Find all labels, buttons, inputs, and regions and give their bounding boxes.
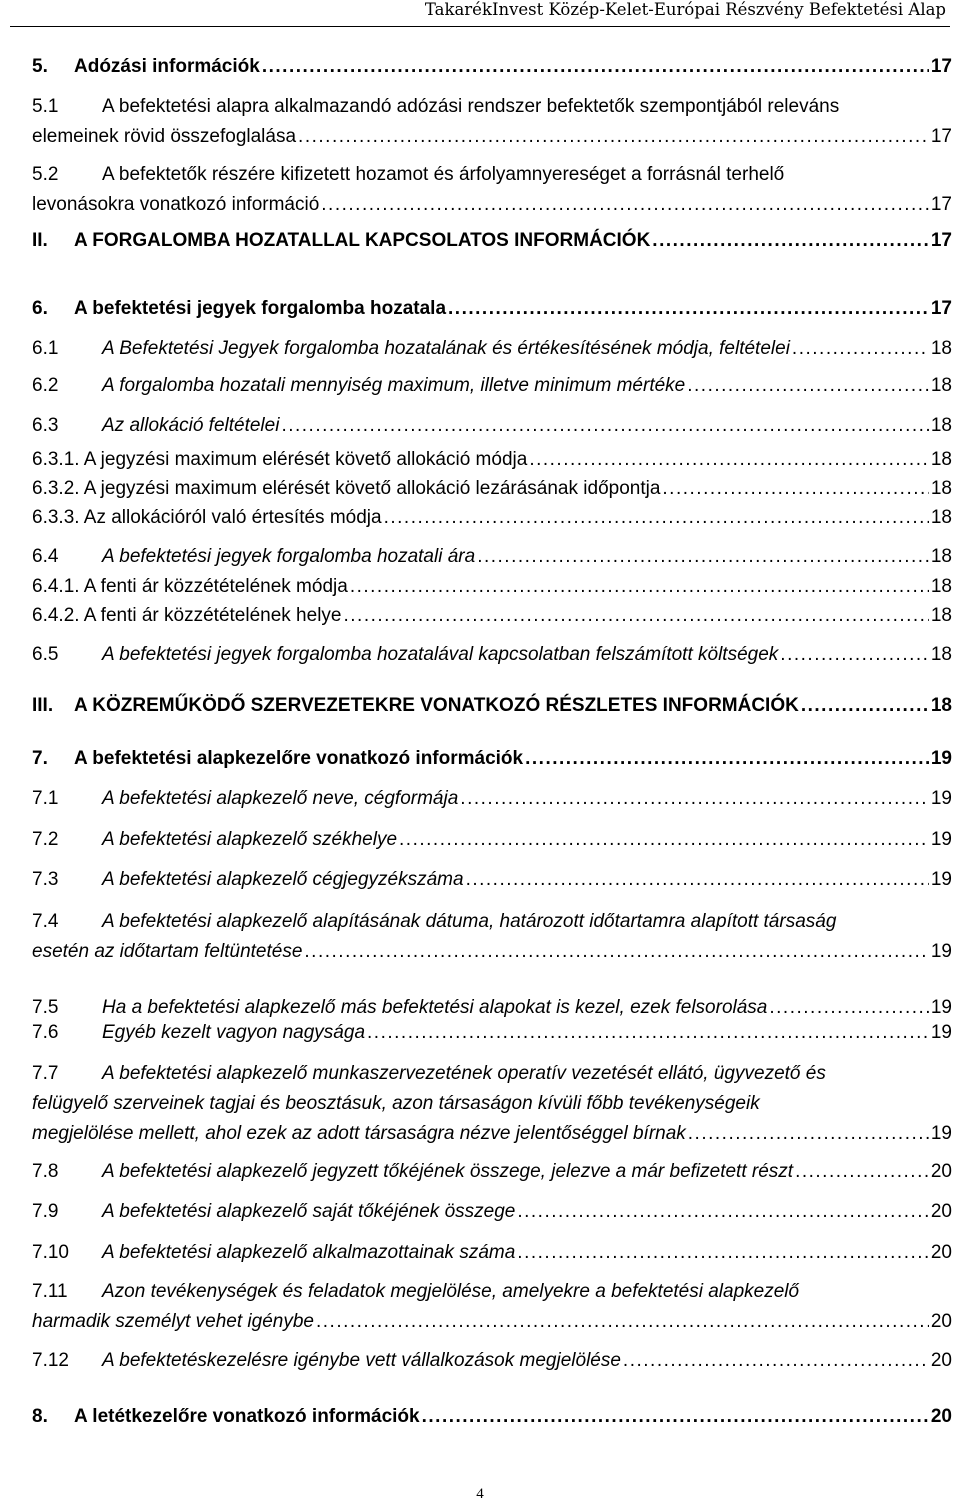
toc-entry-page: 18 [930, 695, 952, 716]
toc-entry-title: A befektetési alapkezelő neve, cégformája [102, 788, 459, 809]
toc-entry-page: 17 [930, 56, 952, 77]
header-rule [10, 26, 950, 27]
toc-entry[interactable] [32, 744, 952, 774]
toc-entry-title: A befektetési alapkezelő saját tőkéjének összege [102, 1201, 516, 1222]
toc-entry-title: Adózási információk [74, 56, 260, 77]
toc-entry-number: 7.1 [32, 788, 59, 809]
toc-entry-title-continued: elemeinek rövid összefoglalása [32, 126, 297, 147]
toc-leader-dots [795, 1157, 929, 1187]
toc-leader-dots [662, 474, 928, 504]
toc-entry-title: A KÖZREMŰKÖDŐ SZERVEZETEKRE VONATKOZÓ RÉSZLETES INFORMÁCIÓK [74, 695, 799, 716]
toc-entry-title-continued: harmadik személyt vehet igénybe [32, 1311, 314, 1332]
toc-entry-number: 5. [32, 56, 48, 77]
toc-entry[interactable] [32, 52, 952, 82]
toc-entry-title: A befektetési jegyek forgalomba hozatali ára [102, 546, 476, 567]
toc-entry[interactable] [32, 503, 952, 533]
toc-entry-page: 20 [930, 1311, 952, 1332]
toc-leader-dots [529, 445, 929, 475]
toc-entry-title: Egyéb kezelt vagyon nagysága [102, 1022, 366, 1043]
toc-entry-page: 20 [930, 1350, 952, 1371]
running-header: TakarékInvest Közép-Kelet-Európai Részvény Befektetési Alap [424, 0, 946, 19]
toc-leader-dots [687, 371, 929, 401]
toc-leader-dots [623, 1346, 929, 1376]
toc-entry-page: 20 [930, 1406, 952, 1427]
toc-entry-page: 20 [930, 1201, 952, 1222]
toc-entry[interactable] [32, 1346, 952, 1376]
toc-leader-dots [460, 784, 929, 814]
toc-entry-title: 6.3.1. A jegyzési maximum elérését követő allokáció módja [32, 449, 528, 470]
toc-entry[interactable] [32, 865, 952, 895]
toc-entry-number: 6.5 [32, 644, 59, 665]
toc-entry[interactable] [32, 294, 952, 324]
toc-entry[interactable] [32, 691, 952, 721]
toc-leader-dots [298, 122, 929, 152]
toc-entry-title-continued: levonásokra vonatkozó információ [32, 194, 320, 215]
toc-leader-dots [477, 542, 929, 572]
toc-entry[interactable] [32, 1018, 952, 1048]
toc-entry-title: A befektetési alapkezelő székhelye [102, 829, 398, 850]
toc-entry-number: 7.7 [32, 1063, 59, 1084]
toc-entry-number: 7.6 [32, 1022, 59, 1043]
toc-entry-page: 20 [930, 1242, 952, 1263]
toc-entry-number: 6.1 [32, 338, 59, 359]
toc-entry[interactable] [32, 474, 952, 504]
toc-entry-number: 6.2 [32, 375, 59, 396]
toc-entry-title: A befektetési alapkezelőre vonatkozó információk [74, 748, 524, 769]
toc-entry-page: 19 [930, 1123, 952, 1144]
toc-entry-page: 20 [930, 1161, 952, 1182]
toc-entry-title: A forgalomba hozatali mennyiség maximum, illetve minimum mértéke [102, 375, 686, 396]
toc-entry-title: A befektetők részére kifizetett hozamot és árfolyamnyereséget a forrásnál terhelő [102, 164, 785, 185]
toc-entry-number: 7.10 [32, 1242, 69, 1263]
toc-entry-title-continued: esetén az időtartam feltüntetése [32, 941, 303, 962]
toc-entry-number: 7.9 [32, 1201, 59, 1222]
toc-leader-dots [367, 1018, 929, 1048]
toc-entry-title: Azon tevékenységek és feladatok megjelölése, amelyekre a befektetési alapkezelő [102, 1281, 800, 1302]
toc-entry[interactable] [32, 160, 952, 220]
toc-entry-page: 18 [930, 415, 952, 436]
toc-entry-title: A letétkezelőre vonatkozó információk [74, 1406, 420, 1427]
toc-leader-dots [422, 1402, 929, 1432]
toc-entry-title: A befektetéskezelésre igénybe vett vállalkozások megjelölése [102, 1350, 621, 1371]
toc-entry-title: A befektetési jegyek forgalomba hozatalával kapcsolatban felszámított költségek [102, 644, 779, 665]
toc-entry[interactable] [32, 825, 952, 855]
toc-leader-dots [384, 503, 929, 533]
toc-entry-page: 19 [930, 997, 952, 1018]
toc-entry[interactable] [32, 92, 952, 152]
toc-entry-page: 18 [930, 605, 952, 626]
toc-leader-dots [350, 572, 929, 602]
toc-entry-title: A FORGALOMBA HOZATALLAL KAPCSOLATOS INFORMÁCIÓK [74, 230, 651, 251]
toc-entry[interactable] [32, 445, 952, 475]
toc-entry-page: 18 [930, 546, 952, 567]
toc-entry-title: 6.3.3. Az allokációról való értesítés módja [32, 507, 382, 528]
toc-entry[interactable] [32, 542, 952, 572]
toc-entry-title-continued: megjelölése mellett, ahol ezek az adott társaságra nézve jelentőséggel bírnak [32, 1123, 686, 1144]
toc-entry-number: II. [32, 230, 48, 251]
toc-entry[interactable] [32, 1157, 952, 1187]
toc-entry[interactable] [32, 1197, 952, 1227]
toc-entry-title: A befektetési alapkezelő cégjegyzékszáma [102, 869, 464, 890]
toc-entry-page: 18 [930, 644, 952, 665]
toc-entry-number: 8. [32, 1406, 48, 1427]
toc-leader-dots [448, 294, 929, 324]
toc-entry-page: 18 [930, 449, 952, 470]
toc-leader-dots [321, 190, 929, 220]
toc-entry[interactable] [32, 334, 952, 364]
toc-entry-number: 6. [32, 298, 48, 319]
toc-entry-page: 17 [930, 230, 952, 251]
toc-entry-page: 17 [930, 194, 952, 215]
toc-leader-dots [801, 691, 929, 721]
toc-leader-dots [399, 825, 929, 855]
toc-entry[interactable] [32, 1059, 952, 1149]
toc-entry-page: 18 [930, 375, 952, 396]
toc-entry-page: 17 [930, 126, 952, 147]
toc-leader-dots [652, 226, 929, 256]
toc-entry[interactable] [32, 572, 952, 602]
toc-entry-page: 18 [930, 507, 952, 528]
page-number: 4 [476, 1486, 484, 1502]
toc-entry[interactable] [32, 1402, 952, 1432]
toc-entry[interactable] [32, 371, 952, 401]
toc-leader-dots [780, 640, 929, 670]
toc-leader-dots [262, 52, 929, 82]
toc-entry-page: 18 [930, 576, 952, 597]
toc-entry-number: 7. [32, 748, 48, 769]
toc-entry-number: 5.1 [32, 96, 59, 117]
toc-entry[interactable] [32, 784, 952, 814]
toc-entry-page: 19 [930, 829, 952, 850]
toc-entry-title: 6.3.2. A jegyzési maximum elérését követő allokáció lezárásának időpontja [32, 478, 661, 499]
toc-entry-title: A Befektetési Jegyek forgalomba hozatalának és értékesítésének módja, feltételei [102, 338, 790, 359]
toc-entry-page: 19 [930, 788, 952, 809]
toc-entry-title: A befektetési alapkezelő alapításának dátuma, határozott időtartamra alapított társaság [102, 911, 837, 932]
toc-leader-dots [517, 1197, 929, 1227]
toc-entry-title: Az allokáció feltételei [102, 415, 280, 436]
toc-entry-title: 6.4.1. A fenti ár közzétételének módja [32, 576, 348, 597]
toc-entry[interactable] [32, 640, 952, 670]
toc-entry-title: A befektetési alapkezelő munkaszervezetének operatív vezetését ellátó, ügyvezető és [102, 1063, 826, 1084]
toc-entry-number: 7.5 [32, 997, 59, 1018]
toc-entry-title: A befektetési alapra alkalmazandó adózási rendszer befektetők szempontjából releváns [102, 96, 840, 117]
toc-leader-dots [792, 334, 929, 364]
toc-entry-number: 6.3 [32, 415, 59, 436]
toc-leader-dots [517, 1238, 929, 1268]
toc-leader-dots [525, 744, 929, 774]
toc-entry-number: 5.2 [32, 164, 59, 185]
toc-entry[interactable] [32, 907, 952, 967]
toc-entry-page: 19 [930, 748, 952, 769]
toc-entry-page: 18 [930, 478, 952, 499]
toc-leader-dots [281, 411, 928, 441]
toc-entry-number: 7.8 [32, 1161, 59, 1182]
toc-entry-title: A befektetési alapkezelő jegyzett tőkéjének összege, jelezve a már befizetett részt [102, 1161, 794, 1182]
toc-leader-dots [343, 601, 928, 631]
toc-entry-page: 19 [930, 869, 952, 890]
toc-leader-dots [316, 1307, 929, 1337]
toc-leader-dots [466, 865, 929, 895]
toc-entry-page: 18 [930, 338, 952, 359]
toc-leader-dots [304, 937, 928, 967]
toc-entry-number: III. [32, 695, 54, 716]
toc-entry[interactable] [32, 411, 952, 441]
toc-entry-title: A befektetési jegyek forgalomba hozatala [74, 298, 447, 319]
toc-entry-title: A befektetési alapkezelő alkalmazottainak száma [102, 1242, 516, 1263]
toc-entry[interactable] [32, 1277, 952, 1337]
toc-entry-number: 7.3 [32, 869, 59, 890]
toc-entry-title-continued: felügyelő szerveinek tagjai és beosztásuk, azon társaságon kívüli főbb tevékenységeik [32, 1093, 760, 1114]
toc-entry-number: 7.12 [32, 1350, 69, 1371]
toc-entry-number: 7.2 [32, 829, 59, 850]
toc-entry-title: 6.4.2. A fenti ár közzétételének helye [32, 605, 342, 626]
toc-entry-page: 19 [930, 1022, 952, 1043]
toc-entry-number: 6.4 [32, 546, 59, 567]
toc-entry-number: 7.11 [32, 1281, 68, 1302]
toc-entry-page: 17 [930, 298, 952, 319]
toc-entry-title: Ha a befektetési alapkezelő más befektetési alapokat is kezel, ezek felsorolása [102, 997, 768, 1018]
toc-entry[interactable] [32, 601, 952, 631]
toc-leader-dots [688, 1119, 929, 1149]
toc-entry[interactable] [32, 1238, 952, 1268]
toc-entry-number: 7.4 [32, 911, 59, 932]
toc-entry-page: 19 [930, 941, 952, 962]
toc-entry[interactable] [32, 226, 952, 256]
